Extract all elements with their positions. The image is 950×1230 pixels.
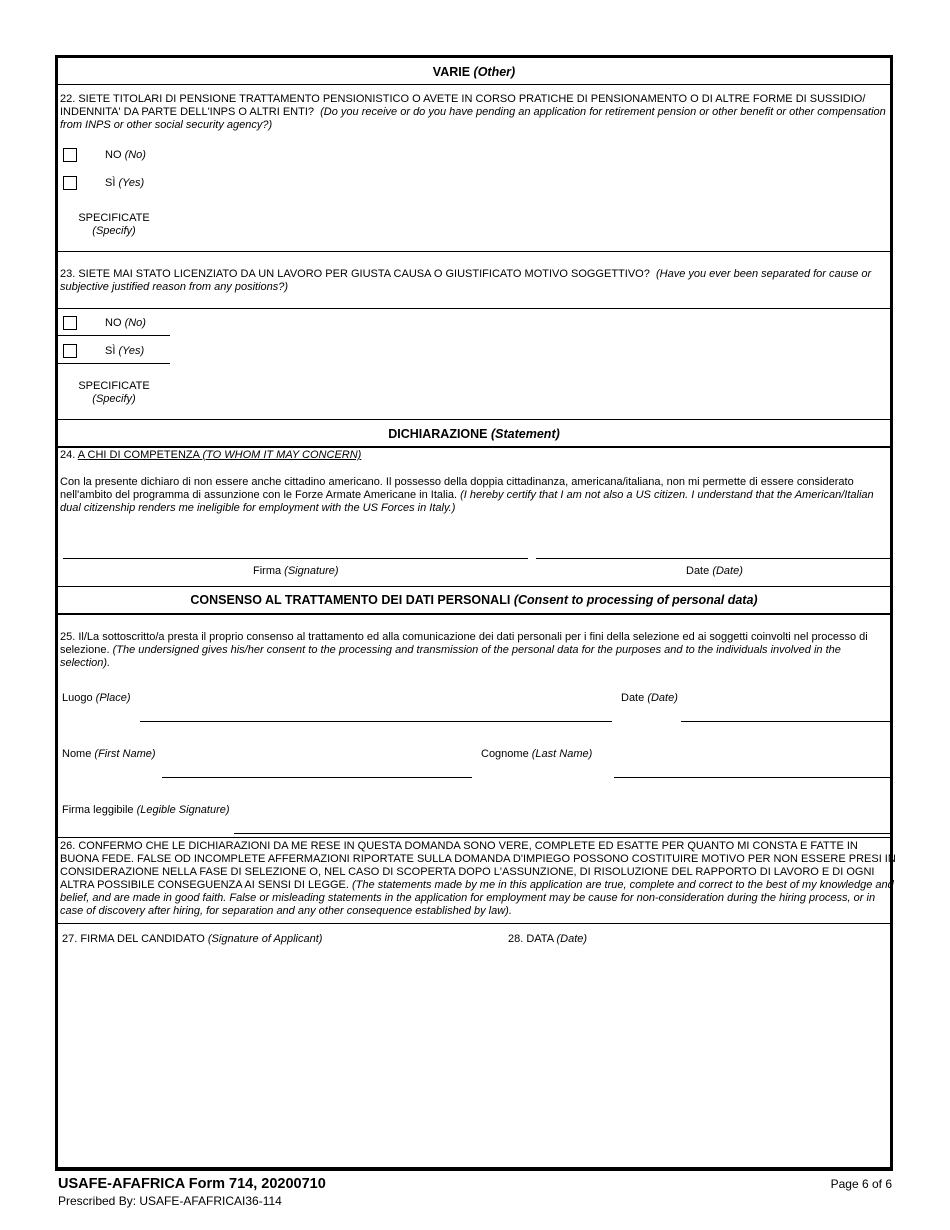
q25-last-name-line[interactable] <box>614 777 892 778</box>
divider <box>58 837 890 838</box>
q22-no-label: NO (No) <box>105 149 146 161</box>
question-26-text: 26. CONFERMO CHE LE DICHIARAZIONI DA ME RESE IN QUESTA DOMANDA SONO VERE, COMPLETE ED ESATTE PER QUANTO MI CONSTA E FATTE IN BUONA FEDE. FALSE OD INCOMPLETE AFFERMAZIONI RIPORTATE SULLA DOMANDA D'IMPIEGO POSSONO COSTITUIRE MOTIVO PER NON ESSERE PRESI IN CONSIDERAZIONE NELLA FASE DI SELEZIONE O, NEL CASO DI SCOPERTA DOPO L'ASSUNZIONE, DI RISOLUZIONE DEL RAPPORTO DI LAVORO E DI OGNI ALTRA POSSIBILE CONSEGUENZA AI SENSI DI LEGGE. (The statements made by me in this application are true, complete and correct to the best of my knowledge and belief, and are made in good faith. False or misleading statements in the application for employment may be cause for non-consideration during the hiring process, or in case of discovery after hiring, for separation and any other consequence established by law). <box>60 840 896 917</box>
divider <box>58 251 890 252</box>
divider <box>58 446 890 448</box>
section-header-other: VARIE (Other) <box>432 65 516 79</box>
q23-specify-label: SPECIFICATE (Specify) <box>78 380 150 405</box>
question-25-text: 25. Il/La sottoscritto/a presta il proprio consenso al trattamento ed alla comunicazione dei dati personali per i fini della selezione ed ai soggetti coinvolti nel processo di selezione. (The undersigned gives his/her consent to the processing and transmission of the personal data for the purposes and to the individuals involved in the selection). <box>60 631 868 669</box>
q22-specify-label: SPECIFICATE (Specify) <box>78 212 150 237</box>
divider <box>58 923 890 924</box>
q25-last-name-label: Cognome (Last Name) <box>481 748 593 760</box>
q28-date-field[interactable] <box>508 950 888 1160</box>
divider <box>58 308 890 309</box>
q23-yes-label: SÌ (Yes) <box>105 345 145 357</box>
divider <box>58 613 890 615</box>
q28-date-label: 28. DATA (Date) <box>508 933 588 945</box>
q25-first-name-label: Nome (First Name) <box>62 748 156 760</box>
q22-yes-label: SÌ (Yes) <box>105 177 145 189</box>
q27-signature-label: 27. FIRMA DEL CANDIDATO (Signature of Applicant) <box>62 933 323 945</box>
section-header-consent: CONSENSO AL TRATTAMENTO DEI DATI PERSONALI (Consent to processing of personal data) <box>190 593 758 607</box>
q22-specify-field[interactable] <box>158 208 888 244</box>
q25-legible-signature-line[interactable] <box>234 833 892 834</box>
q27-signature-field[interactable] <box>60 950 500 1160</box>
question-24-heading: 24. A CHI DI COMPETENZA (TO WHOM IT MAY CONCERN) <box>60 449 362 461</box>
prescribed-by: Prescribed By: USAFE-AFAFRICAI36-114 <box>58 1194 282 1208</box>
q23-no-label: NO (No) <box>105 317 146 329</box>
question-23-text: 23. SIETE MAI STATO LICENZIATO DA UN LAVORO PER GIUSTA CAUSA O GIUSTIFICATO MOTIVO SOGGETTIVO? (Have you ever been separated for cause or subjective justified reason from any positions?) <box>60 268 872 293</box>
question-22-text: 22. SIETE TITOLARI DI PENSIONE TRATTAMENTO PENSIONISTICO O AVETE IN CORSO PRATICHE DI PENSIONAMENTO O DI ALTRE FORME DI SUSSIDIO/ INDENNITA' DA PARTE DELL'INPS O ALTRI ENTI? (Do you receive or do you have pending an application for retirement pension or other benefit or other compensation from INPS or other social security agency?) <box>60 93 886 131</box>
q24-signature-line[interactable] <box>63 558 528 559</box>
q23-underline <box>58 335 170 336</box>
question-24-text: Con la presente dichiaro di non essere anche cittadino americano. Il possesso della doppia cittadinanza, americana/italiana, non mi permette di essere considerato nell'ambito del programma di assunzione con le Forze Armate Americane in Italia. (I hereby certify that I am not also a US citizen. I understand that the American/Italian dual citizenship renders me ineligible for employment with the US Forces in Italy.) <box>60 476 874 514</box>
q24-signature-label: Firma (Signature) <box>253 565 339 577</box>
q25-legible-signature-label: Firma leggibile (Legible Signature) <box>62 804 230 816</box>
q25-first-name-line[interactable] <box>162 777 472 778</box>
q25-date-line[interactable] <box>681 721 892 722</box>
q22-yes-checkbox[interactable] <box>63 176 77 190</box>
divider <box>58 586 890 587</box>
q25-place-label: Luogo (Place) <box>62 692 131 704</box>
q23-underline <box>58 363 170 364</box>
q25-place-line[interactable] <box>140 721 612 722</box>
section-header-statement: DICHIARAZIONE (Statement) <box>388 427 560 441</box>
divider <box>58 419 890 420</box>
q24-date-line[interactable] <box>536 558 892 559</box>
q22-no-checkbox[interactable] <box>63 148 77 162</box>
q23-specify-field[interactable] <box>158 376 888 412</box>
divider <box>58 84 890 85</box>
form-page <box>55 55 896 1171</box>
q25-date-label: Date (Date) <box>621 692 678 704</box>
q23-no-checkbox[interactable] <box>63 316 77 330</box>
q24-date-label: Date (Date) <box>686 565 743 577</box>
q23-yes-checkbox[interactable] <box>63 344 77 358</box>
form-title: USAFE-AFAFRICA Form 714, 20200710 <box>58 1176 326 1192</box>
page-number: Page 6 of 6 <box>830 1177 892 1191</box>
